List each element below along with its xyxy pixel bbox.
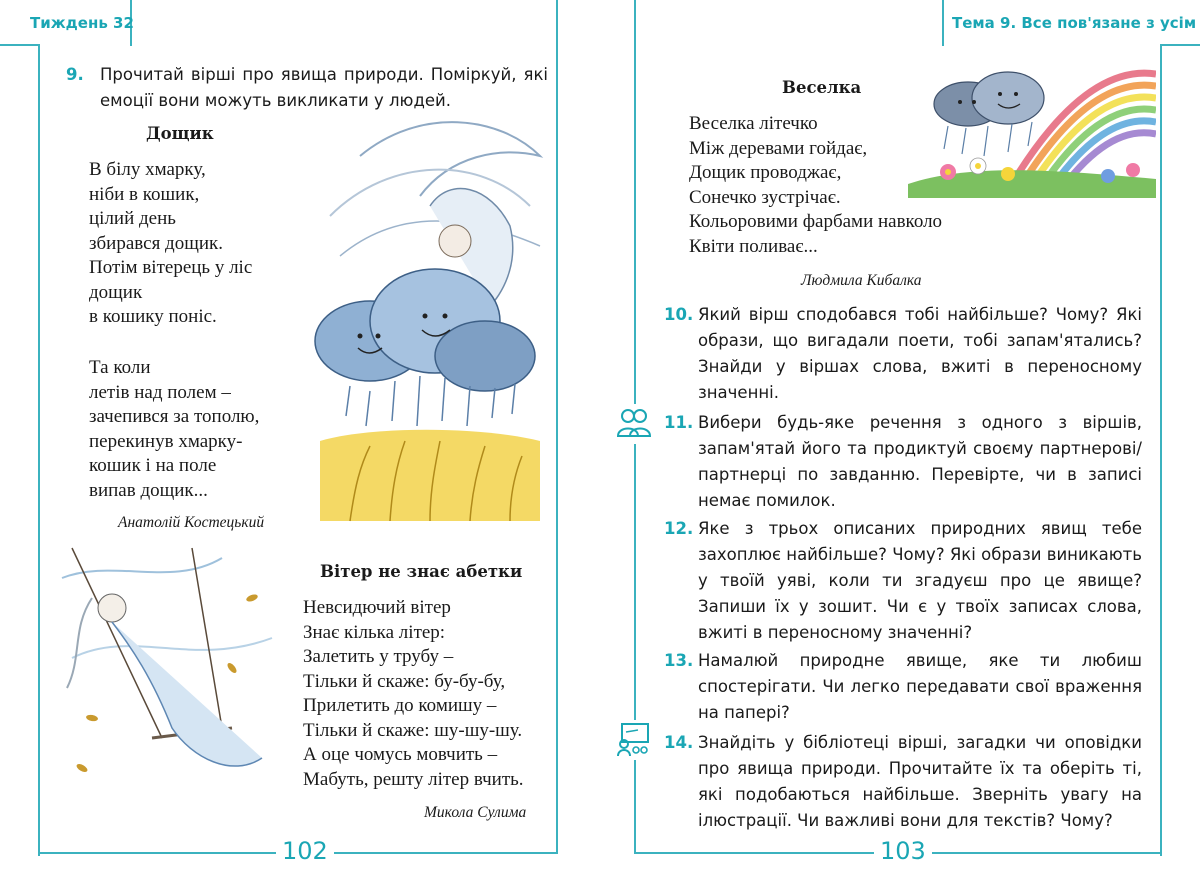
- poem-line: цілий день: [89, 208, 176, 229]
- task-number: 10.: [664, 305, 694, 324]
- poem-line: в кошику поніс.: [89, 306, 217, 327]
- right-top-rule: [1160, 44, 1200, 46]
- poem-line: збирався дощик.: [89, 232, 224, 254]
- task-text: Вибери будь-яке речення з одного з віршів, запам'ятай його та продиктуй своєму партнерові/партнерці по завданню. Перевірте, чи в записі немає помилок.: [698, 413, 1142, 510]
- rainbow-cloud-illustration: [908, 64, 1156, 198]
- topic-header: Тема 9. Все пов'язане з усім: [952, 14, 1197, 32]
- rain-cloud-wheat-illustration: [300, 96, 550, 526]
- task-12: [664, 516, 1150, 646]
- poem-line: Прилетить до комишу –: [303, 695, 497, 716]
- center-left-rule: [556, 0, 558, 854]
- poem-line: випав дощик...: [89, 479, 208, 501]
- task-number: 13.: [664, 651, 694, 670]
- poem-line: Мабуть, решту літер вчить.: [303, 768, 524, 790]
- task-number: 9.: [66, 65, 84, 84]
- poem-line: перекинув хмарку-: [89, 430, 243, 452]
- poem-line: Між деревами гойдає,: [689, 137, 868, 159]
- poem-line: В білу хмарку,: [89, 159, 206, 180]
- poem-line: Веселка літечко: [689, 113, 818, 134]
- task-text: Яке з трьох описаних природних явищ тебе захоплює найбільше? Чому? Які образи виникають у твоїй уяві, коли ти згадуєш про це явище? Запиши їх у зошит. Чи є у твоїх записах слова, вжиті в переносному значенні?: [698, 519, 1142, 642]
- task-number: 11.: [664, 413, 694, 432]
- poem-line: А оце чомусь мовчить –: [303, 744, 498, 765]
- poem-line: зачепився за тополю,: [89, 406, 260, 427]
- poem-line: Сонечко зустрічає.: [689, 186, 841, 208]
- task-10: [664, 302, 1150, 406]
- author-kostetskyi: Анатолій Костецький: [118, 514, 265, 531]
- poem-line: Невсидючий вітер: [303, 597, 451, 618]
- task-text: Намалюй природне явище, яке ти любиш спостерігати. Чи легко передавати свої враження на папері?: [698, 651, 1142, 722]
- left-vertical-rule: [38, 44, 40, 856]
- poem-viter: [303, 596, 524, 792]
- poem-line: Тільки й скаже: шу-шу-шу.: [303, 719, 523, 741]
- poem-line: летів над полем –: [89, 381, 231, 403]
- task-14: [664, 730, 1150, 834]
- poem-line: Знає кілька літер:: [303, 621, 446, 643]
- poem-title-veselka: Веселка: [782, 78, 862, 97]
- poem-line: Тільки й скаже: бу-бу-бу,: [303, 670, 506, 692]
- author-kybalka: Людмила Кибалка: [801, 272, 922, 289]
- poem-line: Кольоровими фарбами навколо: [689, 211, 943, 232]
- poem-title-viter: Вітер не знає абетки: [320, 562, 523, 581]
- week-header: Тиждень 32: [30, 14, 134, 32]
- poem-line: кошик і на поле: [89, 455, 217, 476]
- page-number-right: 103: [874, 837, 932, 865]
- poem-doshchyk-stanza-2: [89, 356, 259, 503]
- task-number: 12.: [664, 519, 694, 538]
- task-13: [664, 648, 1150, 726]
- poem-title-doshchyk: Дощик: [146, 124, 214, 143]
- pair-work-icon: [614, 404, 654, 444]
- library-reading-icon: [614, 720, 654, 760]
- poem-doshchyk-stanza-1: [89, 158, 252, 330]
- poem-line: Дощик проводжає,: [689, 162, 842, 183]
- poem-line: Та коли: [89, 357, 151, 378]
- poem-line: Потім вітерець у ліс: [89, 257, 253, 278]
- right-vertical-rule: [1160, 44, 1162, 856]
- poem-line: дощик: [89, 281, 143, 303]
- page-number-left: 102: [276, 837, 334, 865]
- task-number: 14.: [664, 733, 694, 752]
- task-text: Прочитай вірші про явища природи. Поміркуй, які емоції вони можуть викликати у людей.: [100, 65, 548, 110]
- poem-line: ніби в кошик,: [89, 183, 200, 205]
- author-sulyma: Микола Сулима: [424, 804, 527, 821]
- poem-line: Квіти поливає...: [689, 235, 818, 257]
- wind-on-swing-illustration: [52, 538, 292, 800]
- poem-veselka: [689, 112, 942, 259]
- poem-line: Залетить у трубу –: [303, 646, 454, 667]
- task-text: Знайдіть у бібліотеці вірші, загадки чи оповідки про явища природи. Прочитайте їх та оберіть ті, які подобаються найбільше. Зверніть увагу на ілюстрації. Чи важливі вони для текстів? Чому?: [698, 733, 1142, 830]
- task-text: Який вірш сподобався тобі найбільше? Чому? Які образи, що вигадали поети, тобі запам'ятались? Знайди у віршах слова, вжиті в переносному значенні.: [698, 305, 1142, 402]
- left-top-rule: [0, 44, 40, 46]
- right-divider: [942, 0, 944, 46]
- task-11: [664, 410, 1150, 514]
